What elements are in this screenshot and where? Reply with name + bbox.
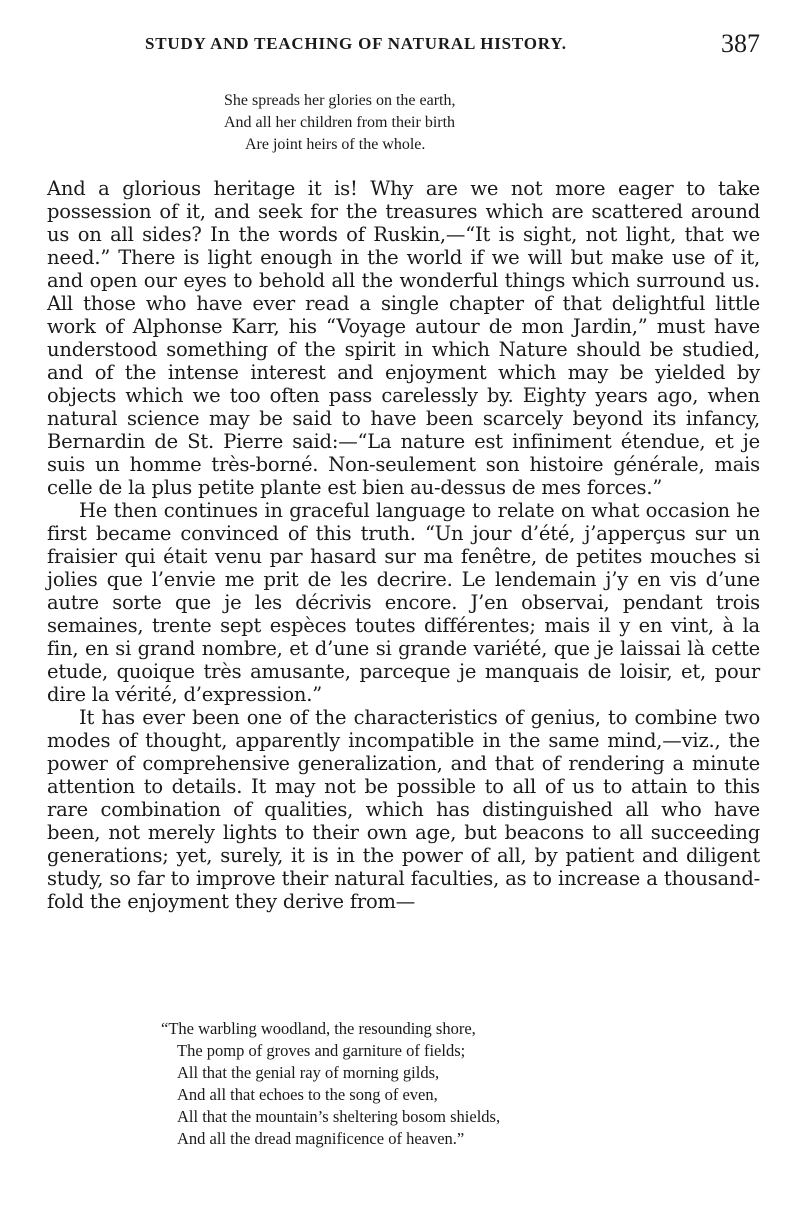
- verse-line: Are joint heirs of the whole.: [245, 136, 426, 153]
- paragraph: He then continues in graceful language to relate on what occasion he first became convinced of this truth. “Un jour d’été, j’apperçus sur un fraisier qui était venu par hasard sur ma fenêtre, de petites mouches si jolies que l’envie me prit de les decrire. Le lendemain j’y en vis d’une autre sorte que je les décrivis encore. J’en observai, pendant trois semaines, trente sept espèces toutes différentes; mais il y en vint, à la fin, en si grand nombre, et d’une si grande variété, que je laissai là cette etude, quoique très amusante, parceque je manquais de loisir, et, pour dire la vérité, d’expression.”: [47, 499, 760, 706]
- body-text: [47, 177, 760, 913]
- verse-bottom: [161, 1018, 721, 1150]
- paragraph: It has ever been one of the characteristics of genius, to combine two modes of thought, apparently incompatible in the same mind,—viz., the power of comprehensive generalization, and that of rendering a minute attention to details. It may not be possible to all of us to attain to this rare combination of qualities, which has distinguished all who have been, not merely lights to their own age, but beacons to all succeeding generations; yet, surely, it is in the power of all, by patient and diligent study, so far to improve their natural faculties, as to increase a thousand-fold the enjoyment they derive from—: [47, 706, 760, 913]
- verse-line: All that the genial ray of morning gilds,: [177, 1063, 440, 1082]
- verse-line: The pomp of groves and garniture of fields;: [177, 1041, 466, 1060]
- paragraph: And a glorious heritage it is! Why are we not more eager to take possession of it, and seek for the treasures which are scattered around us on all sides? In the words of Ruskin,—“It is sight, not light, that we need.” There is light enough in the world if we will but make use of it, and open our eyes to behold all the wonderful things which surround us. All those who have ever read a single chapter of that delightful little work of Alphonse Karr, his “Voyage autour de mon Jardin,” must have understood something of the spirit in which Nature should be studied, and of the intense interest and enjoyment which may be yielded by objects which we too often pass carelessly by. Eighty years ago, when natural science may be said to have been scarcely beyond its infancy, Bernardin de St. Pierre said:—“La nature est infiniment étendue, et je suis un homme très-borné. Non-seulement son histoire générale, mais celle de la plus petite plante est bien au-dessus de mes forces.”: [47, 177, 760, 499]
- running-head: STUDY AND TEACHING OF NATURAL HISTORY.: [145, 34, 567, 53]
- verse-line: And all that echoes to the song of even,: [177, 1085, 438, 1104]
- verse-line: All that the mountain’s sheltering bosom shields,: [177, 1107, 501, 1126]
- verse-line: She spreads her glories on the earth,: [224, 92, 456, 109]
- page-number: 387: [721, 29, 760, 58]
- verse-line: “The warbling woodland, the resounding shore,: [161, 1019, 476, 1038]
- verse-line: And all her children from their birth: [224, 114, 456, 131]
- page-header: [145, 30, 760, 60]
- verse-top: [224, 90, 644, 156]
- verse-line: And all the dread magnificence of heaven.”: [177, 1129, 465, 1148]
